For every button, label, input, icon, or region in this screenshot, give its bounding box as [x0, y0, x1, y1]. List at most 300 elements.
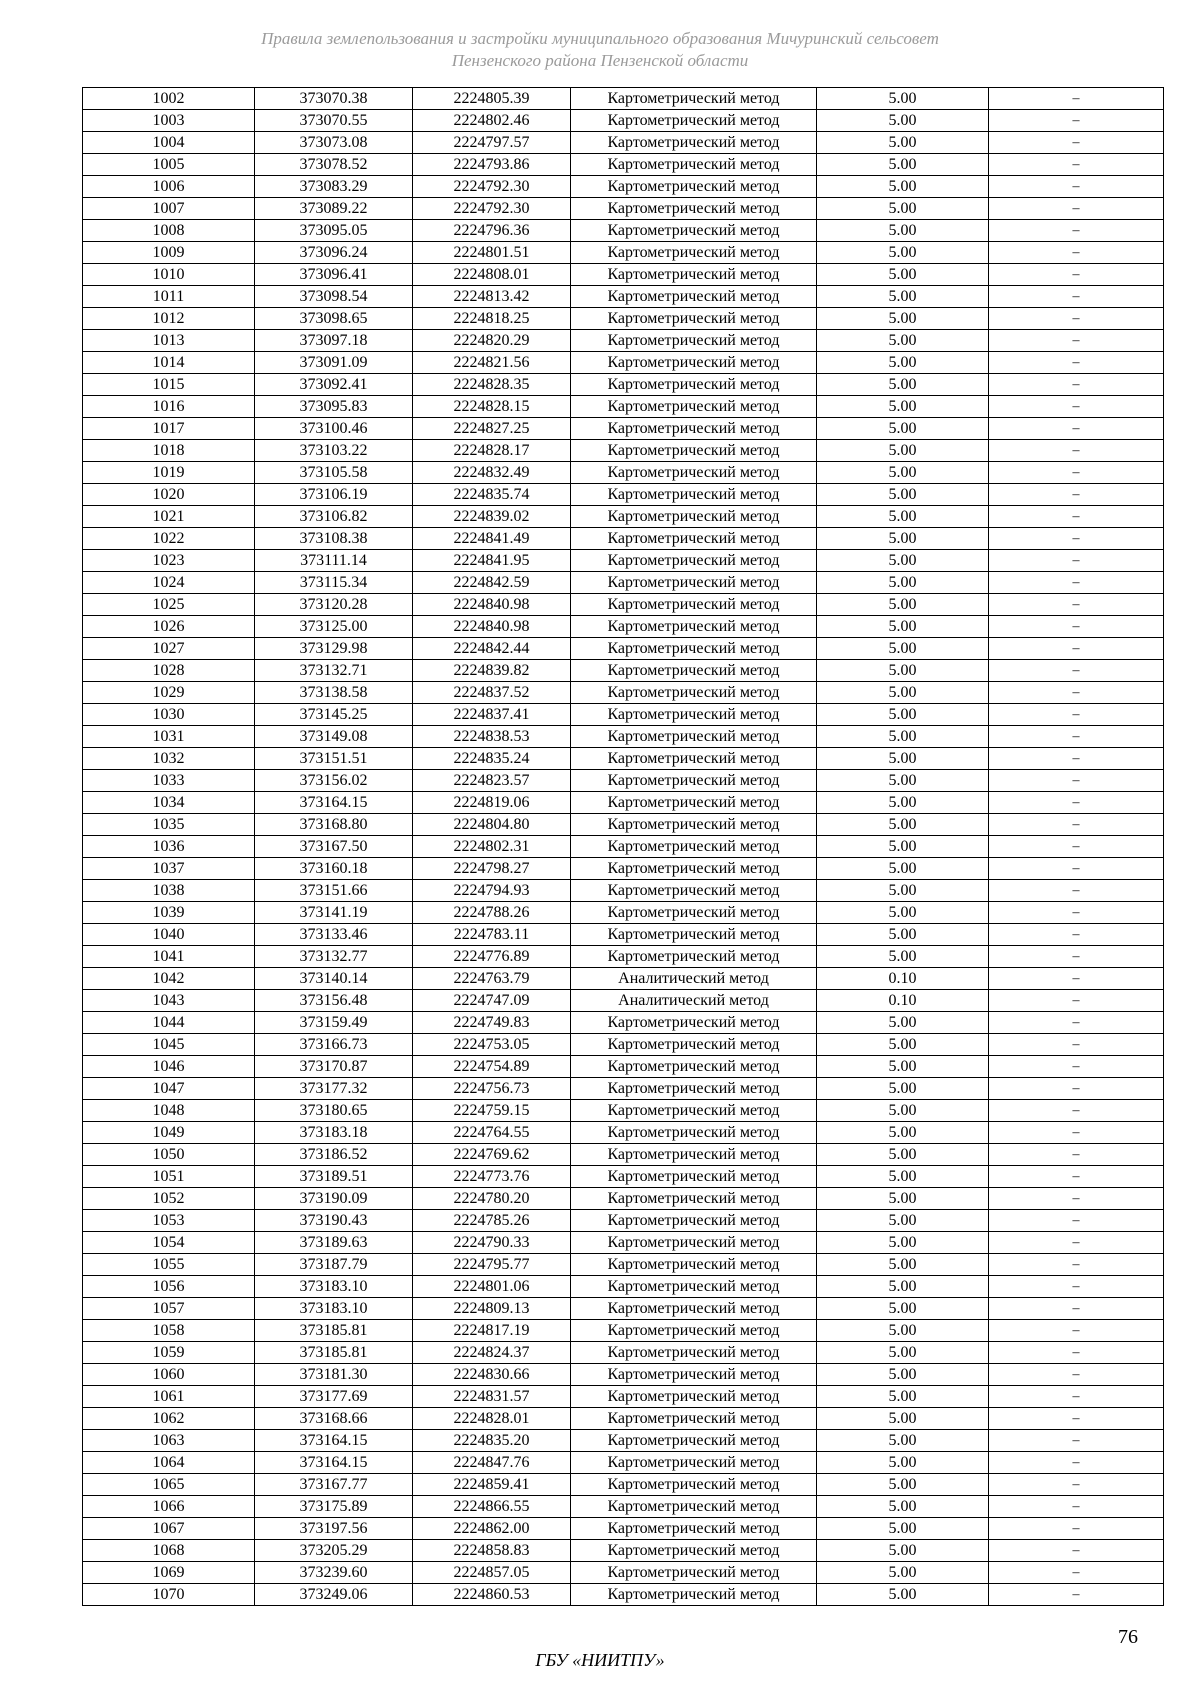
table-row	[83, 660, 1164, 682]
y-coordinate-cell: 2224802.31	[413, 836, 571, 858]
precision-cell: 5.00	[817, 1210, 989, 1232]
point-number-cell: 1031	[83, 726, 255, 748]
note-cell: –	[989, 1430, 1164, 1452]
x-coordinate-cell: 373175.89	[255, 1496, 413, 1518]
point-number-cell: 1017	[83, 418, 255, 440]
method-cell: Картометрический метод	[571, 330, 817, 352]
method-cell: Картометрический метод	[571, 396, 817, 418]
note-cell: –	[989, 836, 1164, 858]
x-coordinate-cell: 373205.29	[255, 1540, 413, 1562]
table-row	[83, 484, 1164, 506]
method-cell: Картометрический метод	[571, 1386, 817, 1408]
table-row	[83, 1254, 1164, 1276]
point-number-cell: 1065	[83, 1474, 255, 1496]
precision-cell: 5.00	[817, 616, 989, 638]
point-number-cell: 1058	[83, 1320, 255, 1342]
table-row	[83, 286, 1164, 308]
note-cell: –	[989, 528, 1164, 550]
table-row	[83, 616, 1164, 638]
table-row	[83, 858, 1164, 880]
x-coordinate-cell: 373159.49	[255, 1012, 413, 1034]
method-cell: Картометрический метод	[571, 308, 817, 330]
method-cell: Картометрический метод	[571, 792, 817, 814]
y-coordinate-cell: 2224828.15	[413, 396, 571, 418]
method-cell: Аналитический метод	[571, 968, 817, 990]
y-coordinate-cell: 2224819.06	[413, 792, 571, 814]
precision-cell: 0.10	[817, 968, 989, 990]
note-cell: –	[989, 1100, 1164, 1122]
coordinates-table-body	[83, 88, 1164, 1606]
table-row	[83, 1584, 1164, 1606]
table-row	[83, 1562, 1164, 1584]
precision-cell: 5.00	[817, 220, 989, 242]
method-cell: Картометрический метод	[571, 572, 817, 594]
point-number-cell: 1034	[83, 792, 255, 814]
x-coordinate-cell: 373111.14	[255, 550, 413, 572]
note-cell: –	[989, 572, 1164, 594]
point-number-cell: 1009	[83, 242, 255, 264]
x-coordinate-cell: 373096.24	[255, 242, 413, 264]
precision-cell: 5.00	[817, 528, 989, 550]
x-coordinate-cell: 373185.81	[255, 1342, 413, 1364]
precision-cell: 5.00	[817, 550, 989, 572]
point-number-cell: 1070	[83, 1584, 255, 1606]
point-number-cell: 1027	[83, 638, 255, 660]
note-cell: –	[989, 352, 1164, 374]
table-row	[83, 594, 1164, 616]
point-number-cell: 1002	[83, 88, 255, 110]
method-cell: Картометрический метод	[571, 1056, 817, 1078]
note-cell: –	[989, 1298, 1164, 1320]
method-cell: Картометрический метод	[571, 1430, 817, 1452]
point-number-cell: 1067	[83, 1518, 255, 1540]
precision-cell: 5.00	[817, 198, 989, 220]
note-cell: –	[989, 1474, 1164, 1496]
x-coordinate-cell: 373145.25	[255, 704, 413, 726]
y-coordinate-cell: 2224769.62	[413, 1144, 571, 1166]
method-cell: Картометрический метод	[571, 880, 817, 902]
method-cell: Картометрический метод	[571, 440, 817, 462]
precision-cell: 5.00	[817, 1122, 989, 1144]
x-coordinate-cell: 373197.56	[255, 1518, 413, 1540]
method-cell: Картометрический метод	[571, 1540, 817, 1562]
note-cell: –	[989, 1276, 1164, 1298]
x-coordinate-cell: 373129.98	[255, 638, 413, 660]
point-number-cell: 1004	[83, 132, 255, 154]
point-number-cell: 1032	[83, 748, 255, 770]
precision-cell: 5.00	[817, 1320, 989, 1342]
page-number: 76	[1118, 1626, 1138, 1648]
precision-cell: 5.00	[817, 506, 989, 528]
method-cell: Картометрический метод	[571, 1342, 817, 1364]
y-coordinate-cell: 2224808.01	[413, 264, 571, 286]
y-coordinate-cell: 2224785.26	[413, 1210, 571, 1232]
point-number-cell: 1055	[83, 1254, 255, 1276]
note-cell: –	[989, 1210, 1164, 1232]
x-coordinate-cell: 373187.79	[255, 1254, 413, 1276]
y-coordinate-cell: 2224754.89	[413, 1056, 571, 1078]
point-number-cell: 1049	[83, 1122, 255, 1144]
y-coordinate-cell: 2224860.53	[413, 1584, 571, 1606]
x-coordinate-cell: 373181.30	[255, 1364, 413, 1386]
table-row	[83, 506, 1164, 528]
y-coordinate-cell: 2224794.93	[413, 880, 571, 902]
note-cell: –	[989, 660, 1164, 682]
table-row	[83, 946, 1164, 968]
x-coordinate-cell: 373106.19	[255, 484, 413, 506]
note-cell: –	[989, 1034, 1164, 1056]
precision-cell: 5.00	[817, 352, 989, 374]
method-cell: Картометрический метод	[571, 1210, 817, 1232]
point-number-cell: 1016	[83, 396, 255, 418]
point-number-cell: 1028	[83, 660, 255, 682]
method-cell: Картометрический метод	[571, 594, 817, 616]
note-cell: –	[989, 176, 1164, 198]
method-cell: Картометрический метод	[571, 484, 817, 506]
point-number-cell: 1023	[83, 550, 255, 572]
x-coordinate-cell: 373180.65	[255, 1100, 413, 1122]
table-row	[83, 550, 1164, 572]
precision-cell: 5.00	[817, 1012, 989, 1034]
point-number-cell: 1018	[83, 440, 255, 462]
precision-cell: 5.00	[817, 462, 989, 484]
point-number-cell: 1046	[83, 1056, 255, 1078]
note-cell: –	[989, 506, 1164, 528]
table-row	[83, 968, 1164, 990]
method-cell: Картометрический метод	[571, 1320, 817, 1342]
x-coordinate-cell: 373170.87	[255, 1056, 413, 1078]
point-number-cell: 1043	[83, 990, 255, 1012]
precision-cell: 5.00	[817, 1298, 989, 1320]
x-coordinate-cell: 373140.14	[255, 968, 413, 990]
precision-cell: 5.00	[817, 1166, 989, 1188]
precision-cell: 5.00	[817, 1188, 989, 1210]
x-coordinate-cell: 373106.82	[255, 506, 413, 528]
point-number-cell: 1030	[83, 704, 255, 726]
table-row	[83, 1518, 1164, 1540]
x-coordinate-cell: 373120.28	[255, 594, 413, 616]
table-row	[83, 704, 1164, 726]
x-coordinate-cell: 373070.55	[255, 110, 413, 132]
point-number-cell: 1039	[83, 902, 255, 924]
precision-cell: 5.00	[817, 1386, 989, 1408]
point-number-cell: 1036	[83, 836, 255, 858]
method-cell: Картометрический метод	[571, 748, 817, 770]
precision-cell: 5.00	[817, 330, 989, 352]
y-coordinate-cell: 2224783.11	[413, 924, 571, 946]
method-cell: Картометрический метод	[571, 1188, 817, 1210]
x-coordinate-cell: 373098.65	[255, 308, 413, 330]
x-coordinate-cell: 373190.09	[255, 1188, 413, 1210]
x-coordinate-cell: 373132.71	[255, 660, 413, 682]
method-cell: Картометрический метод	[571, 1584, 817, 1606]
precision-cell: 5.00	[817, 748, 989, 770]
point-number-cell: 1044	[83, 1012, 255, 1034]
table-row	[83, 132, 1164, 154]
x-coordinate-cell: 373089.22	[255, 198, 413, 220]
y-coordinate-cell: 2224832.49	[413, 462, 571, 484]
precision-cell: 0.10	[817, 990, 989, 1012]
note-cell: –	[989, 440, 1164, 462]
note-cell: –	[989, 220, 1164, 242]
point-number-cell: 1029	[83, 682, 255, 704]
method-cell: Картометрический метод	[571, 1518, 817, 1540]
precision-cell: 5.00	[817, 946, 989, 968]
precision-cell: 5.00	[817, 308, 989, 330]
y-coordinate-cell: 2224805.39	[413, 88, 571, 110]
method-cell: Картометрический метод	[571, 154, 817, 176]
x-coordinate-cell: 373183.18	[255, 1122, 413, 1144]
precision-cell: 5.00	[817, 682, 989, 704]
table-row	[83, 330, 1164, 352]
point-number-cell: 1040	[83, 924, 255, 946]
point-number-cell: 1033	[83, 770, 255, 792]
precision-cell: 5.00	[817, 1276, 989, 1298]
x-coordinate-cell: 373092.41	[255, 374, 413, 396]
table-row	[83, 726, 1164, 748]
precision-cell: 5.00	[817, 176, 989, 198]
note-cell: –	[989, 1364, 1164, 1386]
point-number-cell: 1035	[83, 814, 255, 836]
y-coordinate-cell: 2224840.98	[413, 616, 571, 638]
precision-cell: 5.00	[817, 1056, 989, 1078]
point-number-cell: 1026	[83, 616, 255, 638]
x-coordinate-cell: 373183.10	[255, 1298, 413, 1320]
y-coordinate-cell: 2224756.73	[413, 1078, 571, 1100]
note-cell: –	[989, 1452, 1164, 1474]
table-row	[83, 1408, 1164, 1430]
point-number-cell: 1068	[83, 1540, 255, 1562]
point-number-cell: 1056	[83, 1276, 255, 1298]
table-row	[83, 1452, 1164, 1474]
note-cell: –	[989, 946, 1164, 968]
y-coordinate-cell: 2224857.05	[413, 1562, 571, 1584]
note-cell: –	[989, 132, 1164, 154]
y-coordinate-cell: 2224821.56	[413, 352, 571, 374]
point-number-cell: 1054	[83, 1232, 255, 1254]
y-coordinate-cell: 2224792.30	[413, 176, 571, 198]
x-coordinate-cell: 373239.60	[255, 1562, 413, 1584]
y-coordinate-cell: 2224837.41	[413, 704, 571, 726]
point-number-cell: 1015	[83, 374, 255, 396]
method-cell: Картометрический метод	[571, 1100, 817, 1122]
note-cell: –	[989, 374, 1164, 396]
precision-cell: 5.00	[817, 660, 989, 682]
point-number-cell: 1045	[83, 1034, 255, 1056]
method-cell: Картометрический метод	[571, 726, 817, 748]
note-cell: –	[989, 594, 1164, 616]
y-coordinate-cell: 2224753.05	[413, 1034, 571, 1056]
precision-cell: 5.00	[817, 132, 989, 154]
y-coordinate-cell: 2224801.06	[413, 1276, 571, 1298]
precision-cell: 5.00	[817, 1342, 989, 1364]
method-cell: Картометрический метод	[571, 220, 817, 242]
method-cell: Картометрический метод	[571, 528, 817, 550]
method-cell: Картометрический метод	[571, 462, 817, 484]
method-cell: Картометрический метод	[571, 660, 817, 682]
y-coordinate-cell: 2224790.33	[413, 1232, 571, 1254]
y-coordinate-cell: 2224817.19	[413, 1320, 571, 1342]
precision-cell: 5.00	[817, 704, 989, 726]
point-number-cell: 1050	[83, 1144, 255, 1166]
method-cell: Аналитический метод	[571, 990, 817, 1012]
point-number-cell: 1063	[83, 1430, 255, 1452]
method-cell: Картометрический метод	[571, 1232, 817, 1254]
note-cell: –	[989, 330, 1164, 352]
method-cell: Картометрический метод	[571, 638, 817, 660]
point-number-cell: 1057	[83, 1298, 255, 1320]
x-coordinate-cell: 373108.38	[255, 528, 413, 550]
precision-cell: 5.00	[817, 1364, 989, 1386]
method-cell: Картометрический метод	[571, 682, 817, 704]
method-cell: Картометрический метод	[571, 264, 817, 286]
precision-cell: 5.00	[817, 1232, 989, 1254]
point-number-cell: 1064	[83, 1452, 255, 1474]
y-coordinate-cell: 2224840.98	[413, 594, 571, 616]
table-row	[83, 1188, 1164, 1210]
y-coordinate-cell: 2224858.83	[413, 1540, 571, 1562]
method-cell: Картометрический метод	[571, 946, 817, 968]
table-row	[83, 1210, 1164, 1232]
point-number-cell: 1059	[83, 1342, 255, 1364]
note-cell: –	[989, 1056, 1164, 1078]
y-coordinate-cell: 2224838.53	[413, 726, 571, 748]
precision-cell: 5.00	[817, 1100, 989, 1122]
page-footer: ГБУ «НИИТПУ»	[535, 1650, 665, 1670]
x-coordinate-cell: 373091.09	[255, 352, 413, 374]
note-cell: –	[989, 154, 1164, 176]
y-coordinate-cell: 2224764.55	[413, 1122, 571, 1144]
y-coordinate-cell: 2224824.37	[413, 1342, 571, 1364]
y-coordinate-cell: 2224795.77	[413, 1254, 571, 1276]
precision-cell: 5.00	[817, 1474, 989, 1496]
y-coordinate-cell: 2224780.20	[413, 1188, 571, 1210]
x-coordinate-cell: 373149.08	[255, 726, 413, 748]
precision-cell: 5.00	[817, 858, 989, 880]
method-cell: Картометрический метод	[571, 506, 817, 528]
x-coordinate-cell: 373156.02	[255, 770, 413, 792]
table-row	[83, 1012, 1164, 1034]
method-cell: Картометрический метод	[571, 132, 817, 154]
method-cell: Картометрический метод	[571, 1408, 817, 1430]
x-coordinate-cell: 373189.51	[255, 1166, 413, 1188]
precision-cell: 5.00	[817, 418, 989, 440]
y-coordinate-cell: 2224828.01	[413, 1408, 571, 1430]
x-coordinate-cell: 373098.54	[255, 286, 413, 308]
method-cell: Картометрический метод	[571, 1452, 817, 1474]
x-coordinate-cell: 373160.18	[255, 858, 413, 880]
x-coordinate-cell: 373185.81	[255, 1320, 413, 1342]
point-number-cell: 1013	[83, 330, 255, 352]
table-row	[83, 220, 1164, 242]
table-row	[83, 1100, 1164, 1122]
x-coordinate-cell: 373190.43	[255, 1210, 413, 1232]
x-coordinate-cell: 373132.77	[255, 946, 413, 968]
note-cell: –	[989, 814, 1164, 836]
note-cell: –	[989, 858, 1164, 880]
header-line-2: Пензенского района Пензенской области	[451, 51, 749, 70]
y-coordinate-cell: 2224804.80	[413, 814, 571, 836]
y-coordinate-cell: 2224763.79	[413, 968, 571, 990]
table-row	[83, 1298, 1164, 1320]
point-number-cell: 1003	[83, 110, 255, 132]
method-cell: Картометрический метод	[571, 858, 817, 880]
table-row	[83, 1386, 1164, 1408]
method-cell: Картометрический метод	[571, 1474, 817, 1496]
y-coordinate-cell: 2224841.49	[413, 528, 571, 550]
y-coordinate-cell: 2224831.57	[413, 1386, 571, 1408]
precision-cell: 5.00	[817, 1518, 989, 1540]
point-number-cell: 1006	[83, 176, 255, 198]
table-row	[83, 154, 1164, 176]
note-cell: –	[989, 550, 1164, 572]
note-cell: –	[989, 704, 1164, 726]
note-cell: –	[989, 1320, 1164, 1342]
y-coordinate-cell: 2224830.66	[413, 1364, 571, 1386]
note-cell: –	[989, 1562, 1164, 1584]
precision-cell: 5.00	[817, 286, 989, 308]
note-cell: –	[989, 1078, 1164, 1100]
note-cell: –	[989, 1540, 1164, 1562]
note-cell: –	[989, 286, 1164, 308]
y-coordinate-cell: 2224788.26	[413, 902, 571, 924]
point-number-cell: 1021	[83, 506, 255, 528]
table-row	[83, 374, 1164, 396]
point-number-cell: 1042	[83, 968, 255, 990]
table-row	[83, 1364, 1164, 1386]
precision-cell: 5.00	[817, 1254, 989, 1276]
method-cell: Картометрический метод	[571, 286, 817, 308]
x-coordinate-cell: 373095.05	[255, 220, 413, 242]
table-row	[83, 1320, 1164, 1342]
precision-cell: 5.00	[817, 1034, 989, 1056]
precision-cell: 5.00	[817, 572, 989, 594]
precision-cell: 5.00	[817, 1078, 989, 1100]
y-coordinate-cell: 2224842.59	[413, 572, 571, 594]
coordinates-table	[82, 87, 1164, 1606]
precision-cell: 5.00	[817, 110, 989, 132]
y-coordinate-cell: 2224802.46	[413, 110, 571, 132]
x-coordinate-cell: 373073.08	[255, 132, 413, 154]
table-row	[83, 1144, 1164, 1166]
point-number-cell: 1022	[83, 528, 255, 550]
precision-cell: 5.00	[817, 638, 989, 660]
table-row	[83, 924, 1164, 946]
y-coordinate-cell: 2224793.86	[413, 154, 571, 176]
note-cell: –	[989, 1144, 1164, 1166]
x-coordinate-cell: 373105.58	[255, 462, 413, 484]
note-cell: –	[989, 792, 1164, 814]
y-coordinate-cell: 2224839.82	[413, 660, 571, 682]
precision-cell: 5.00	[817, 374, 989, 396]
y-coordinate-cell: 2224827.25	[413, 418, 571, 440]
table-row	[83, 308, 1164, 330]
method-cell: Картометрический метод	[571, 1034, 817, 1056]
point-number-cell: 1024	[83, 572, 255, 594]
precision-cell: 5.00	[817, 440, 989, 462]
y-coordinate-cell: 2224835.74	[413, 484, 571, 506]
table-row	[83, 1496, 1164, 1518]
y-coordinate-cell: 2224859.41	[413, 1474, 571, 1496]
note-cell: –	[989, 748, 1164, 770]
x-coordinate-cell: 373096.41	[255, 264, 413, 286]
point-number-cell: 1061	[83, 1386, 255, 1408]
table-row	[83, 110, 1164, 132]
note-cell: –	[989, 1518, 1164, 1540]
x-coordinate-cell: 373070.38	[255, 88, 413, 110]
table-row	[83, 1540, 1164, 1562]
y-coordinate-cell: 2224828.35	[413, 374, 571, 396]
